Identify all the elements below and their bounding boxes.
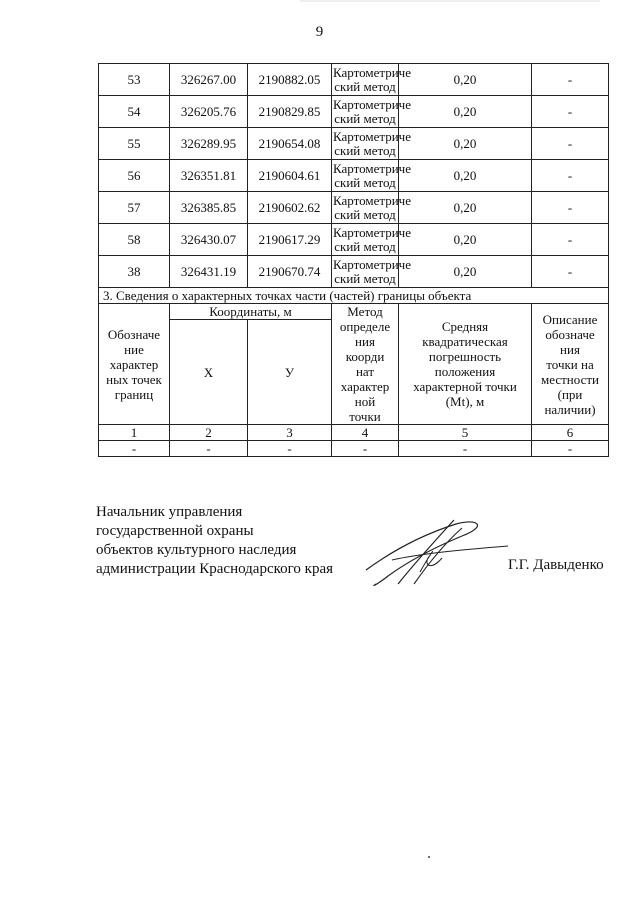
point-method: Картометриче ский метод xyxy=(333,64,411,94)
signatory-name: Г.Г. Давыденко xyxy=(508,557,604,573)
column-number-cell: 6 xyxy=(532,425,609,441)
point-row xyxy=(99,224,609,256)
point-method: Картометриче ский метод xyxy=(333,96,411,126)
empty-cell: - xyxy=(99,441,170,457)
empty-cell: - xyxy=(399,441,532,457)
column-number-cell: 5 xyxy=(399,425,532,441)
header-method: Метод определе ния коорди нат характер ной точки xyxy=(332,304,399,425)
column-number-cell: 3 xyxy=(248,425,332,441)
point-accuracy: 0,20 xyxy=(399,256,532,288)
point-accuracy: 0,20 xyxy=(399,96,532,128)
header-row-1 xyxy=(99,304,609,320)
point-method: Картометриче ский метод xyxy=(333,128,411,158)
scan-dot xyxy=(428,856,430,858)
point-x: 326289.95 xyxy=(170,128,248,160)
point-number: 58 xyxy=(99,224,170,256)
header-y: У xyxy=(248,320,332,425)
signatory-position xyxy=(96,503,333,579)
point-x: 326430.07 xyxy=(170,224,248,256)
point-method: Картометриче ский метод xyxy=(333,224,411,254)
header-designation: Обозначе ние характер ных точек границ xyxy=(99,304,170,425)
point-description: - xyxy=(532,128,609,160)
point-y: 2190829.85 xyxy=(248,96,332,128)
point-y: 2190654.08 xyxy=(248,128,332,160)
point-accuracy: 0,20 xyxy=(399,128,532,160)
point-row xyxy=(99,160,609,192)
point-number: 55 xyxy=(99,128,170,160)
point-number: 54 xyxy=(99,96,170,128)
header-coordinates: Координаты, м xyxy=(170,304,332,320)
empty-cell: - xyxy=(532,441,609,457)
position-line: Начальник управления xyxy=(96,504,243,520)
point-method: Картометриче ский метод xyxy=(333,192,411,222)
point-description: - xyxy=(532,256,609,288)
point-description: - xyxy=(532,224,609,256)
point-accuracy: 0,20 xyxy=(399,64,532,96)
empty-data-row xyxy=(99,441,609,457)
section3-title: 3. Сведения о характерных точках части (частей) границы объекта xyxy=(99,288,609,304)
point-x: 326431.19 xyxy=(170,256,248,288)
page-number: 9 xyxy=(315,24,324,40)
point-row xyxy=(99,256,609,288)
point-y: 2190670.74 xyxy=(248,256,332,288)
column-number-cell: 1 xyxy=(99,425,170,441)
point-y: 2190882.05 xyxy=(248,64,332,96)
point-x: 326351.81 xyxy=(170,160,248,192)
position-line: объектов культурного наследия xyxy=(96,542,297,558)
point-row xyxy=(99,192,609,224)
handwritten-signature xyxy=(358,514,518,594)
point-row xyxy=(99,64,609,96)
empty-cell: - xyxy=(170,441,248,457)
header-x: X xyxy=(170,320,248,425)
point-row xyxy=(99,128,609,160)
point-accuracy: 0,20 xyxy=(399,224,532,256)
point-number: 38 xyxy=(99,256,170,288)
point-x: 326267.00 xyxy=(170,64,248,96)
point-method: Картометриче ский метод xyxy=(333,160,411,190)
empty-cell: - xyxy=(248,441,332,457)
column-numbers-row xyxy=(99,425,609,441)
point-number: 53 xyxy=(99,64,170,96)
header-accuracy: Средняя квадратическая погрешность положения характерной точки (Mt), м xyxy=(399,304,532,425)
boundary-points-table xyxy=(98,63,609,457)
point-x: 326385.85 xyxy=(170,192,248,224)
point-x: 326205.76 xyxy=(170,96,248,128)
point-y: 2190617.29 xyxy=(248,224,332,256)
point-method: Картометриче ский метод xyxy=(333,256,411,286)
empty-cell: - xyxy=(332,441,399,457)
point-description: - xyxy=(532,64,609,96)
point-accuracy: 0,20 xyxy=(399,160,532,192)
point-y: 2190604.61 xyxy=(248,160,332,192)
points-table-body xyxy=(99,64,609,288)
point-description: - xyxy=(532,160,609,192)
point-description: - xyxy=(532,96,609,128)
point-accuracy: 0,20 xyxy=(399,192,532,224)
header-description: Описание обозначе ния точки на местности (при наличии) xyxy=(532,304,609,425)
section3-row xyxy=(99,288,609,304)
point-description: - xyxy=(532,192,609,224)
point-y: 2190602.62 xyxy=(248,192,332,224)
point-number: 57 xyxy=(99,192,170,224)
point-row xyxy=(99,96,609,128)
scan-edge-mark xyxy=(300,0,600,2)
position-line: государственной охраны xyxy=(96,523,254,539)
position-line: администрации Краснодарского края xyxy=(96,561,334,577)
point-number: 56 xyxy=(99,160,170,192)
column-number-cell: 2 xyxy=(170,425,248,441)
column-number-cell: 4 xyxy=(332,425,399,441)
